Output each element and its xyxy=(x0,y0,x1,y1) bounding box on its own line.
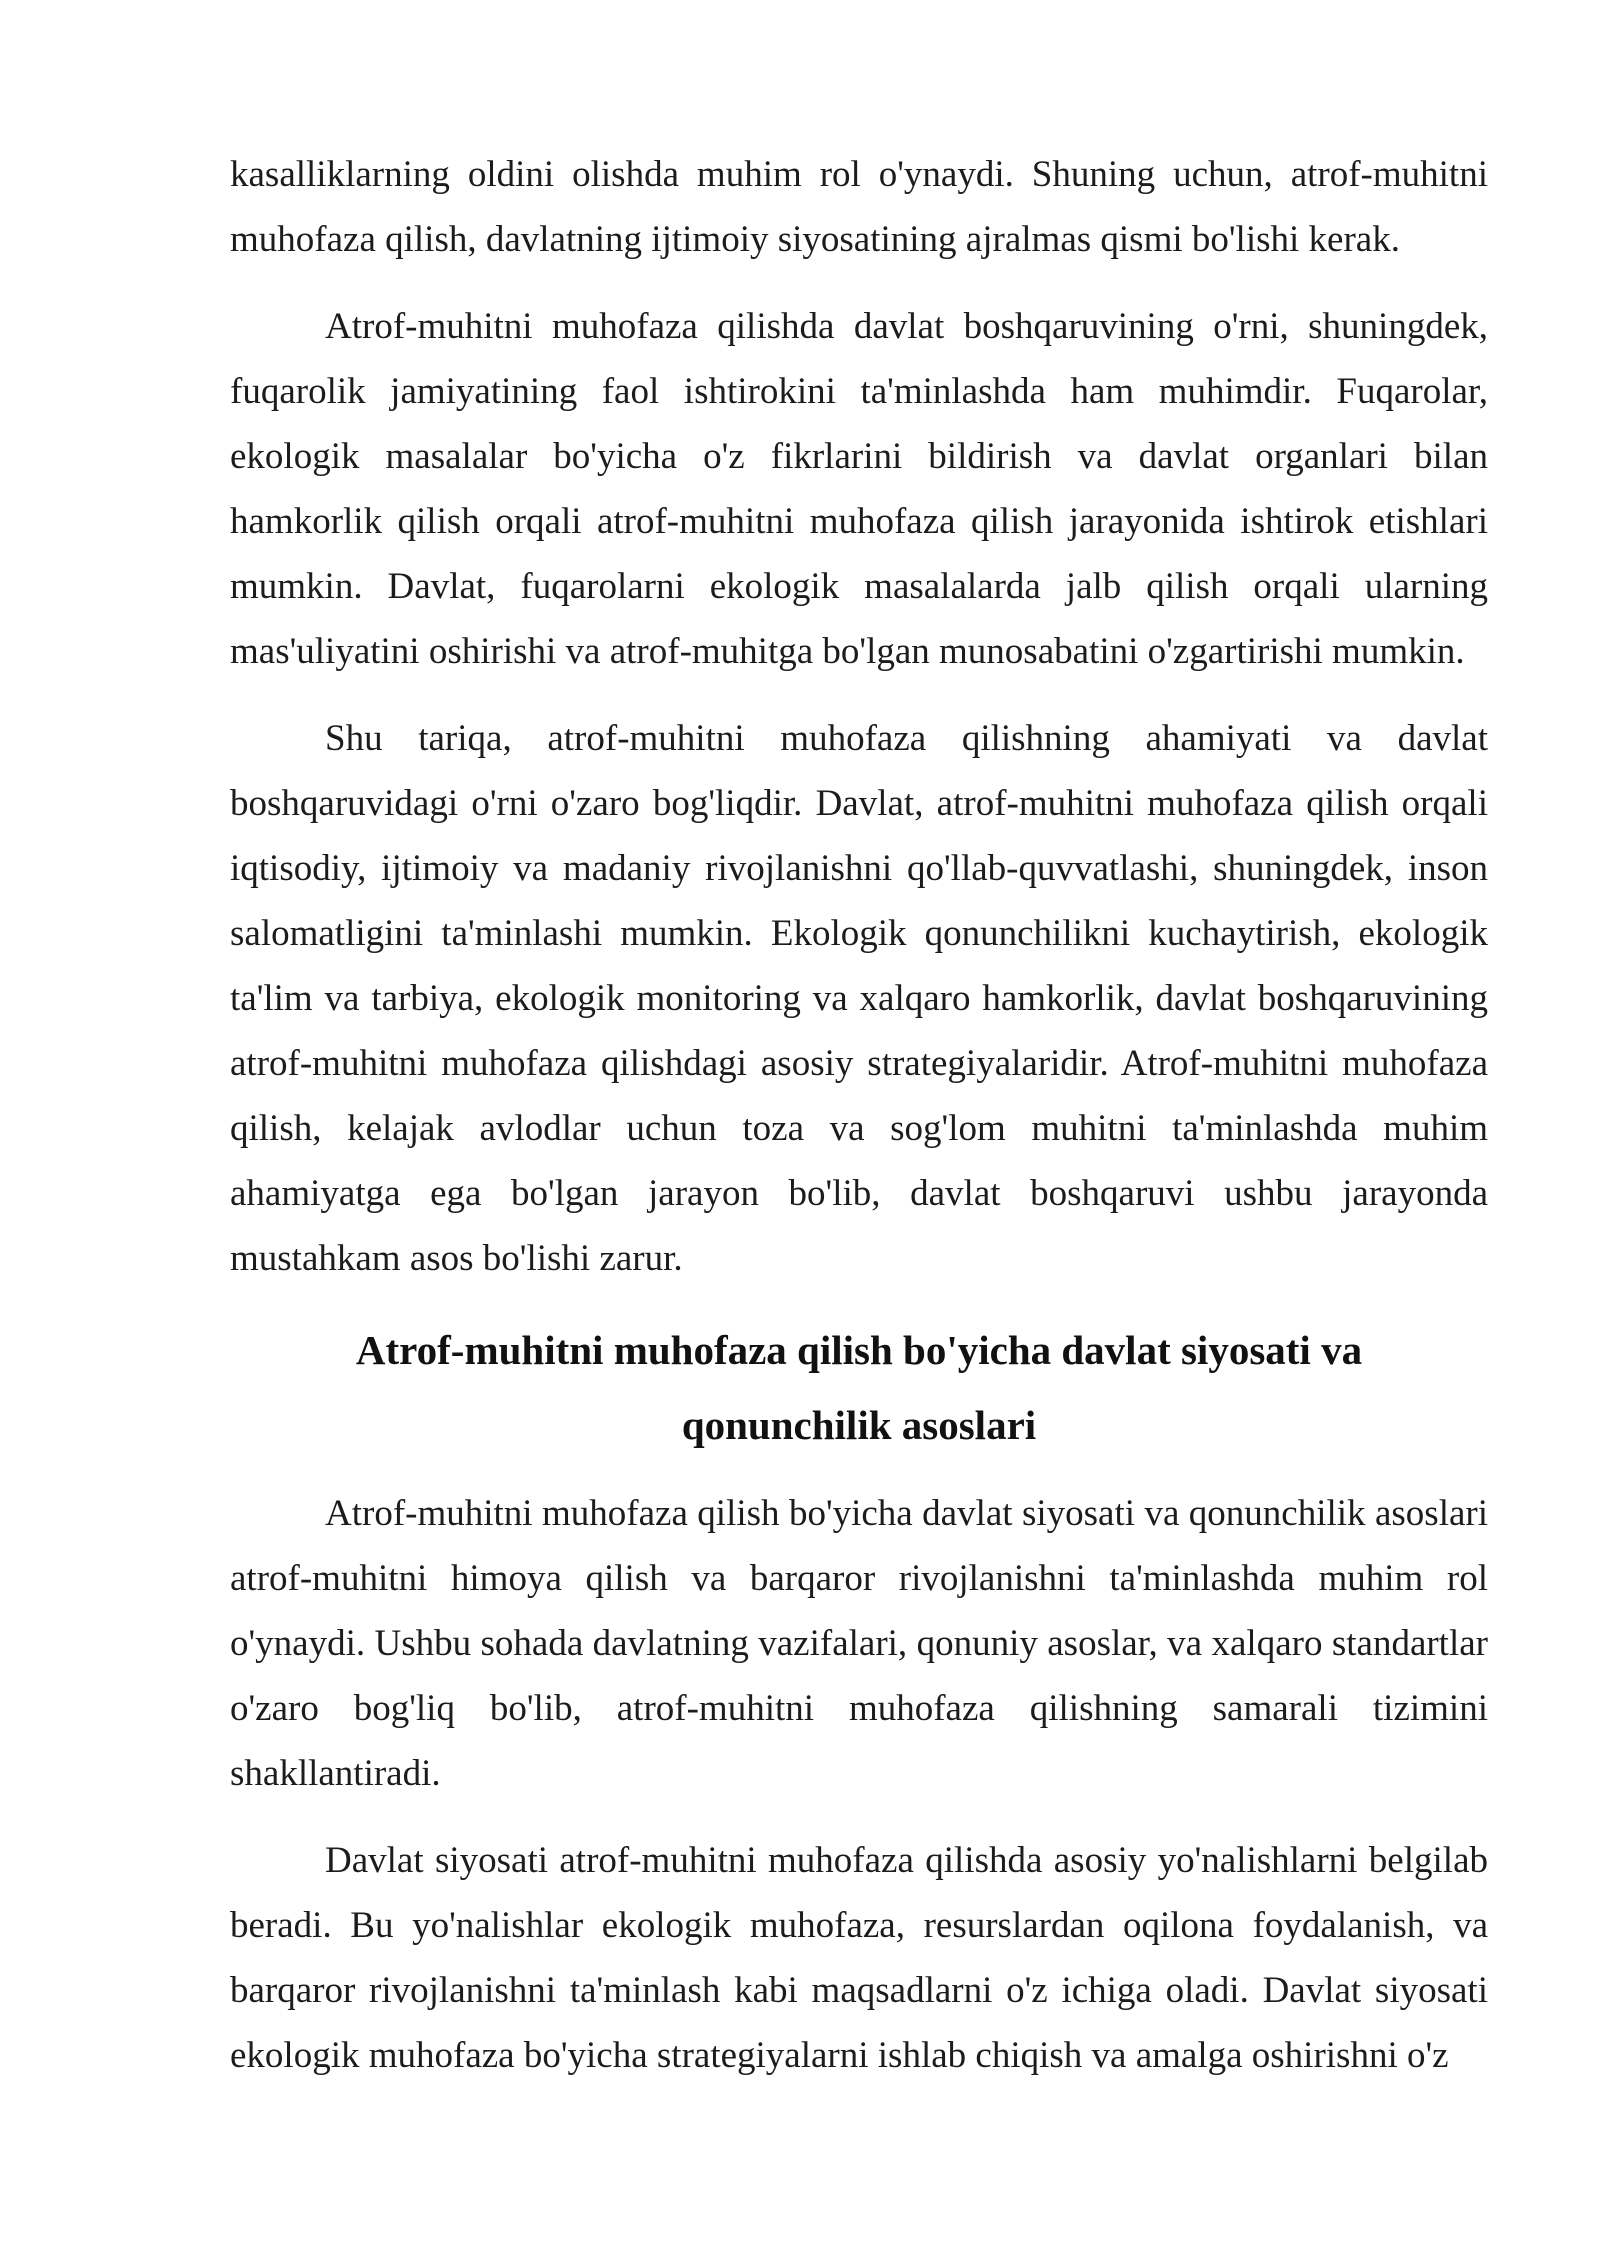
paragraph: kasalliklarning oldini olishda muhim rol o'ynaydi. Shuning uchun, atrof-muhitni muhofaza qilish, davlatning ijtimoiy siyosatining ajralmas qismi bo'lishi kerak. xyxy=(230,154,1488,260)
paragraph: Atrof-muhitni muhofaza qilishda davlat boshqaruvining o'rni, shuningdek, fuqarolik jamiyatining faol ishtirokini ta'minlashda ham muhimdir. Fuqarolar, ekologik masalalar bo'yicha o'z fikrlarini bildirish va davlat organlari bilan hamkorlik qilish orqali atrof-muhitni muhofaza qilish jarayonida ishtirok etishlari mumkin. Davlat, fuqarolarni ekologik masalalarda jalb qilish orqali ularning mas'uliyatini oshirishi va atrof-muhitga bo'lgan munosabatini o'zgartirishi mumkin. xyxy=(230,306,1488,672)
document-body xyxy=(230,142,1488,2110)
paragraph: Atrof-muhitni muhofaza qilish bo'yicha davlat siyosati va qonunchilik asoslari atrof-muhitni himoya qilish va barqaror rivojlanishni ta'minlashda muhim rol o'ynaydi. Ushbu sohada davlatning vazifalari, qonuniy asoslar, va xalqaro standartlar o'zaro bog'liq bo'lib, atrof-muhitni muhofaza qilishning samarali tizimini shakllantiradi. xyxy=(230,1493,1488,1794)
paragraph: Davlat siyosati atrof-muhitni muhofaza qilishda asosiy yo'nalishlarni belgilab beradi. Bu yo'nalishlar ekologik muhofaza, resurslardan oqilona foydalanish, va barqaror rivojlanishni ta'minlash kabi maqsadlarni o'z ichiga oladi. Davlat siyosati ekologik muhofaza bo'yicha strategiyalarni ishlab chiqish va amalga oshirishni o'z xyxy=(230,1840,1488,2076)
paragraph: Shu tariqa, atrof-muhitni muhofaza qilishning ahamiyati va davlat boshqaruvidagi o'rni o'zaro bog'liqdir. Davlat, atrof-muhitni muhofaza qilish orqali iqtisodiy, ijtimoiy va madaniy rivojlanishni qo'llab-quvvatlashi, shuningdek, inson salomatligini ta'minlashi mumkin. Ekologik qonunchilikni kuchaytirish, ekologik ta'lim va tarbiya, ekologik monitoring va xalqaro hamkorlik, davlat boshqaruvining atrof-muhitni muhofaza qilishdagi asosiy strategiyalaridir. Atrof-muhitni muhofaza qilish, kelajak avlodlar uchun toza va sog'lom muhitni ta'minlashda muhim ahamiyatga ega bo'lgan jarayon bo'lib, davlat boshqaruvi ushbu jarayonda mustahkam asos bo'lishi zarur. xyxy=(230,718,1488,1279)
section-heading: Atrof-muhitni muhofaza qilish bo'yicha davlat siyosati va qonunchilik asoslari xyxy=(355,1327,1363,1448)
